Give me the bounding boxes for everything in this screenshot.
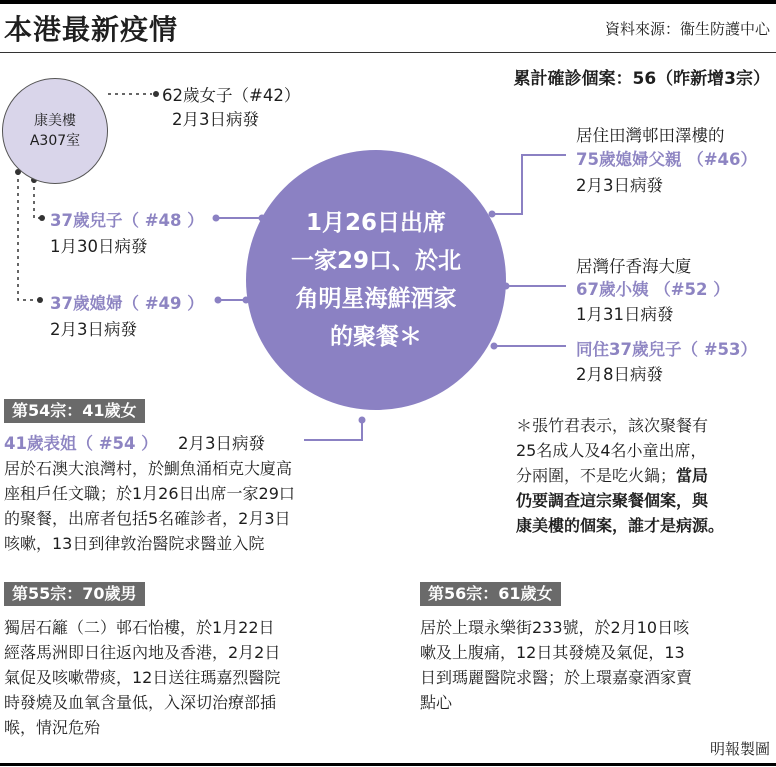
case-55-line: 喉，情況危殆 [4,718,101,737]
building-name: 康美樓 [34,113,76,129]
case-53-onset: 2月8日病發 [576,365,663,384]
case-55-line: 時發燒及血氧含量低，入深切治療部插 [4,693,277,712]
case-55-tag: 第55宗：70歲男 [4,582,145,606]
building-bubble [2,78,108,184]
footnote-bold-line: 仍要調查這宗聚餐個案，與 [516,491,709,510]
graphic-credit: 明報製圖 [709,740,770,758]
case-56-line: 點心 [420,693,453,712]
connector-49 [18,172,40,300]
case-55-line: 經落馬洲即日往返內地及香港，2月2日 [4,643,281,662]
footnote-line-text: 分兩圍，不是吃火鍋； [516,466,677,485]
case-55-details [4,615,280,740]
case-42-onset: 2月3日病發 [172,110,259,129]
case-54-tag: 第54宗：41歲女 [4,399,145,423]
case-56-line: 日到瑪麗醫院求醫；於上環嘉豪酒家賣 [420,668,693,687]
case-52-onset: 1月31日病發 [576,305,674,324]
page-title: 本港最新疫情 [4,13,179,46]
case-56-tag: 第56宗：61歲女 [420,582,561,606]
case-56-line: 居於上環永樂街233號，於2月10日咳 [420,618,690,637]
case-52-desc: 67歲小姨 （#52 ） [576,280,730,299]
case-54-line: 咳嗽，13日到律敦治醫院求醫並入院 [4,534,265,553]
total-cases: 累計確診個案：56（昨新增3宗） [513,69,770,89]
connector-54 [304,420,362,440]
case-42-desc: 62歲女子（#42） [162,86,301,105]
case-52-residence: 居灣仔香海大廈 [576,257,692,276]
connector-46 [492,155,566,214]
footnote-bold-start: 當局 [676,466,709,485]
case-55-line: 氣促及咳嗽帶痰，12日送往瑪嘉烈醫院 [4,668,281,687]
case-54-line: 居於石澳大浪灣村，於鰂魚涌栢克大廈高 [4,459,293,478]
case-54-line: 座租戶任文職；於1月26日出席一家29口 [4,484,295,503]
case-49-desc: 37歲媳婦（ #49 ） [50,294,204,313]
center-line-4: 的聚餐＊ [330,324,422,350]
case-54-line: 的聚餐，出席者包括5名確診者，2月3日 [4,509,291,528]
center-event-circle [246,150,506,410]
case-55-line: 獨居石籬（二）邨石怡樓，於1月22日 [4,618,275,637]
case-48-onset: 1月30日病發 [50,237,148,256]
case-54-desc: 41歲表姐（ #54 ） [4,434,158,453]
case-46-desc: 75歲媳婦父親 （#46） [576,150,757,169]
case-56-line: 嗽及上腹痛，12日其發燒及氣促，13 [420,643,685,662]
footnote-line [516,463,724,488]
case-54-onset: 2月3日病發 [178,434,265,453]
footnote-bold-line: 康美樓的個案，誰才是病源。 [516,516,725,535]
case-48-desc: 37歲兒子（ #48 ） [50,211,204,230]
footnote-line: 25名成人及4名小童出席， [516,441,707,460]
connector-48 [34,180,42,218]
case-56-details [420,615,692,715]
source-credit: 資料來源：衞生防護中心 [604,20,770,38]
bottom-rule [0,763,776,766]
case-54-details [4,456,295,556]
case-53-desc: 同住37歲兒子（ #53） [576,340,757,359]
center-line-2: 一家29口、於北 [290,248,461,274]
case-46-onset: 2月3日病發 [576,176,663,195]
center-line-1: 1月26日出席 [305,210,446,236]
building-unit: A307室 [29,133,81,149]
case-49-onset: 2月3日病發 [50,320,137,339]
footnote-line: ＊張竹君表示，該次聚餐有 [516,416,709,435]
case-46-residence: 居住田灣邨田澤樓的 [576,126,725,145]
center-line-3: 角明星海鮮酒家 [295,286,457,312]
footnote [516,413,724,538]
